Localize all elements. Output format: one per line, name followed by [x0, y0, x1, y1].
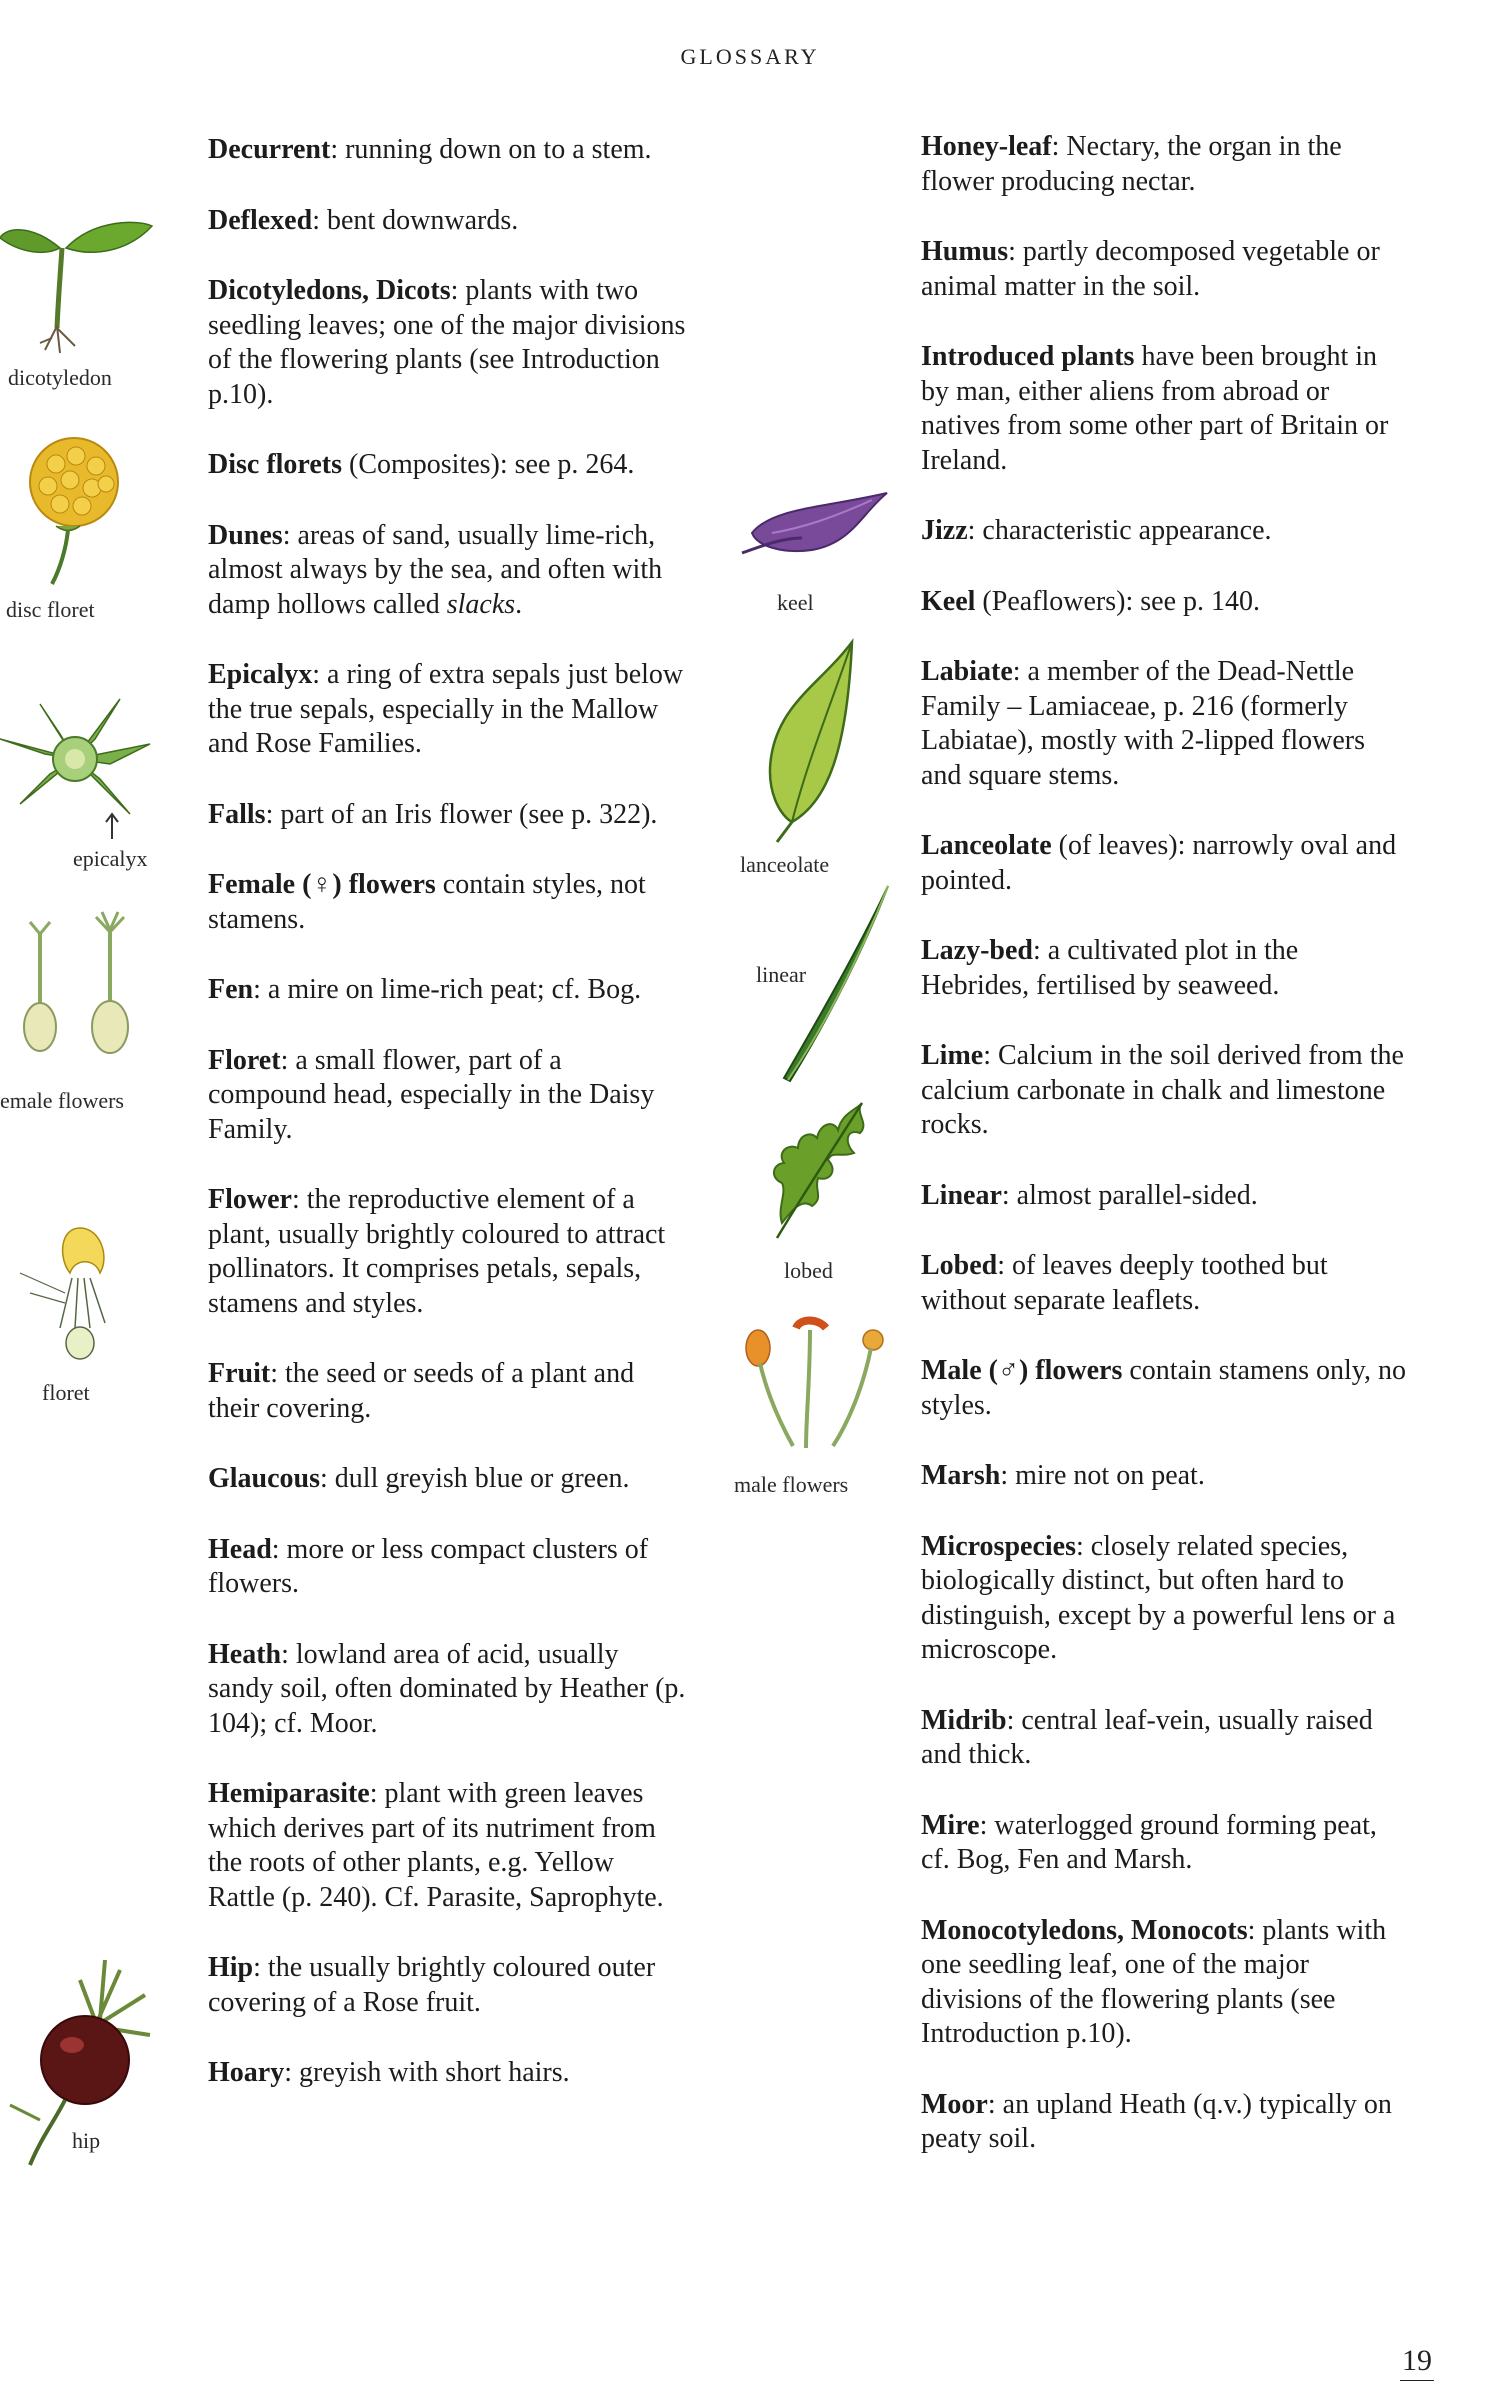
entry-definition: : waterlogged ground forming peat, cf. Bog, Fen and Marsh. — [921, 1809, 1377, 1875]
entry-definition: : a cultivated plot in the Hebrides, fertilised by seaweed. — [921, 935, 1299, 1001]
entry-definition: : greyish with short hairs. — [284, 2057, 570, 2088]
caption-floret: floret — [42, 1380, 90, 1405]
entry-term: Lazy-bed — [921, 935, 1033, 966]
entry-term: Lanceolate — [921, 830, 1052, 861]
entry-definition: : Nectary, the organ in the flower producing nectar. — [921, 131, 1342, 197]
entry-term: Female (♀) flowers — [208, 869, 436, 900]
glossary-entry — [208, 798, 686, 833]
right-column — [921, 130, 1411, 2193]
caption-dicotyledon: dicotyledon — [8, 365, 112, 390]
entry-term: Decurrent — [208, 134, 331, 165]
entry-definition: : central leaf-vein, usually raised and thick. — [921, 1704, 1373, 1770]
glossary-entry — [208, 973, 686, 1008]
caption-epicalyx: epicalyx — [73, 846, 148, 871]
entry-definition: : closely related species, biologically distinct, but often hard to distinguish, except by a powerful lens or a microscope. — [921, 1530, 1396, 1665]
entry-term: Dicotyledons, Dicots — [208, 275, 451, 306]
glossary-entry — [921, 235, 1411, 304]
epicalyx-illustration — [0, 694, 160, 844]
glossary-entry — [921, 1809, 1411, 1878]
entry-term: Monocotyledons, Monocots — [921, 1914, 1248, 1946]
entry-term: Epicalyx — [208, 659, 313, 690]
glossary-entry — [921, 1914, 1411, 2052]
glossary-entry — [208, 1951, 686, 2020]
entry-term: Heath — [208, 1638, 282, 1670]
entry-term: Mire — [921, 1809, 980, 1841]
lanceolate-illustration — [752, 642, 862, 842]
entry-term: Jizz — [921, 515, 968, 546]
entry-term: Linear — [921, 1179, 1002, 1211]
dicotyledon-illustration — [0, 208, 160, 358]
caption-hip: hip — [72, 2128, 101, 2153]
entry-definition: : a ring of extra sepals just below the true sepals, especially in the Mallow and Rose Families. — [208, 659, 684, 759]
entry-term: Moor — [921, 2088, 988, 2120]
glossary-entry — [208, 204, 686, 239]
caption-linear: linear — [756, 962, 807, 987]
entry-definition: : the seed or seeds of a plant and their covering. — [208, 1358, 635, 1424]
keel-illustration — [742, 488, 892, 568]
caption-lanceolate: lanceolate — [740, 852, 830, 877]
entry-term: Keel — [921, 585, 976, 617]
glossary-entry — [208, 274, 686, 412]
entry-tail: . — [515, 588, 523, 620]
glossary-entry — [921, 2088, 1411, 2157]
glossary-entry — [208, 1183, 686, 1321]
entry-definition: : the usually brightly coloured outer covering of a Rose fruit. — [208, 1952, 656, 2018]
entry-term: Microspecies — [921, 1530, 1076, 1562]
caption-lobed: lobed — [784, 1258, 833, 1283]
glossary-entry — [921, 829, 1411, 898]
entry-definition: (Peaflowers): see p. 140. — [975, 585, 1261, 617]
glossary-entry — [208, 868, 686, 937]
glossary-entry — [921, 585, 1411, 620]
entry-term: Lobed — [921, 1250, 998, 1281]
glossary-entry — [921, 1459, 1411, 1494]
glossary-entry — [208, 1462, 686, 1497]
glossary-entry — [921, 1179, 1411, 1214]
entry-definition: : plants with two seedling leaves; one of the major divisions of the flowering plants (see Introduction p.10). — [208, 275, 686, 410]
glossary-entry — [921, 1249, 1411, 1318]
glossary-entry — [208, 1777, 686, 1915]
entry-definition: : an upland Heath (q.v.) typically on peaty soil. — [921, 2088, 1392, 2154]
glossary-entry — [921, 1039, 1411, 1143]
floret-illustration — [20, 1218, 130, 1368]
entry-definition: : lowland area of acid, usually sandy soil, often dominated by Heather (p. 104); cf. Moor. — [208, 1638, 686, 1739]
entry-term: Male (♂) flowers — [921, 1355, 1123, 1386]
glossary-entry — [208, 1044, 686, 1148]
glossary-entry — [208, 1533, 686, 1602]
entry-definition: : areas of sand, usually lime-rich, almost always by the sea, and often with damp hollows called — [208, 519, 663, 620]
glossary-entry — [208, 133, 686, 168]
disc-floret-illustration — [16, 434, 146, 594]
entry-definition: (Composites): see p. 264. — [342, 449, 635, 480]
entry-term: Flower — [208, 1184, 292, 1215]
entry-term: Falls — [208, 798, 266, 830]
entry-definition: : part of an Iris flower (see p. 322). — [265, 798, 658, 830]
glossary-entry — [208, 448, 686, 483]
glossary-entry — [208, 658, 686, 762]
glossary-entry — [921, 340, 1411, 478]
glossary-entry — [208, 519, 686, 623]
entry-definition: : dull greyish blue or green. — [320, 1463, 630, 1494]
entry-term: Hemiparasite — [208, 1778, 370, 1809]
entry-definition: : a small flower, part of a compound head, especially in the Daisy Family. — [208, 1044, 655, 1145]
entry-definition: : characteristic appearance. — [967, 515, 1272, 546]
entry-term: Fruit — [208, 1358, 271, 1389]
entry-definition: : more or less compact clusters of flowers. — [208, 1533, 649, 1599]
entry-definition: : running down on to a stem. — [330, 134, 652, 165]
entry-definition: : bent downwards. — [312, 204, 519, 236]
entry-term: Marsh — [921, 1460, 1001, 1491]
lobed-illustration — [762, 1098, 882, 1248]
left-column — [208, 133, 686, 2127]
entry-term: Head — [208, 1533, 272, 1565]
entry-term: Disc florets — [208, 449, 342, 480]
entry-term: Fen — [208, 974, 254, 1005]
glossary-entry — [921, 1530, 1411, 1668]
entry-definition: : the reproductive element of a plant, usually brightly coloured to attract pollinators. It comprises petals, sepals, stamens and styles. — [208, 1184, 666, 1319]
caption-disc-floret: disc floret — [6, 597, 95, 622]
entry-definition: : a mire on lime-rich peat; cf. Bog. — [253, 974, 642, 1005]
glossary-entry — [921, 514, 1411, 549]
entry-term: Dunes — [208, 519, 283, 551]
entry-term: Introduced plants — [921, 341, 1135, 372]
glossary-entry — [921, 1354, 1411, 1423]
caption-female-flowers: emale flowers — [0, 1088, 124, 1113]
caption-male-flowers: male flowers — [734, 1472, 849, 1497]
entry-term: Midrib — [921, 1704, 1007, 1736]
male-flowers-illustration — [738, 1318, 888, 1458]
glossary-entry — [921, 934, 1411, 1003]
glossary-entry — [208, 1357, 686, 1426]
entry-definition: : a member of the Dead-Nettle Family – Lamiaceae, p. 216 (formerly Labiatae), mostly with 2-lipped flowers and square stems. — [921, 656, 1365, 791]
glossary-entry — [208, 1638, 686, 1742]
entry-definition: (of leaves): narrowly oval and pointed. — [921, 830, 1397, 896]
glossary-entry — [921, 130, 1411, 199]
entry-definition: : of leaves deeply toothed but without separate leaflets. — [921, 1250, 1328, 1316]
entry-term: Deflexed — [208, 204, 313, 236]
entry-term: Honey-leaf — [921, 131, 1052, 162]
entry-term: Floret — [208, 1044, 281, 1076]
entry-italic: slacks — [446, 588, 516, 620]
entry-term: Glaucous — [208, 1463, 321, 1494]
glossary-entry — [921, 655, 1411, 793]
entry-term: Labiate — [921, 656, 1013, 687]
entry-term: Humus — [921, 236, 1009, 267]
caption-keel: keel — [777, 590, 814, 615]
entry-definition: contain styles, not stamens. — [208, 869, 646, 935]
entry-definition: have been brought in by man, either aliens from abroad or natives from some other part of Britain or Ireland. — [921, 341, 1389, 476]
entry-definition: : mire not on peat. — [1000, 1460, 1205, 1491]
entry-definition: contain stamens only, no styles. — [921, 1355, 1406, 1421]
entry-definition: : plant with green leaves which derives part of its nutriment from the roots of other plants, e.g. Yellow Rattle (p. 240). Cf. Parasite, Saprophyte. — [208, 1778, 664, 1913]
entry-term: Hip — [208, 1952, 254, 1983]
glossary-entry — [208, 2056, 686, 2091]
female-flowers-illustration — [10, 912, 150, 1062]
entry-definition: : Calcium in the soil derived from the calcium carbonate in chalk and limestone rocks. — [921, 1040, 1404, 1140]
page-header: GLOSSARY — [680, 44, 820, 69]
entry-term: Lime — [921, 1040, 984, 1071]
page-number: 19 — [1400, 2344, 1434, 2381]
entry-definition: : plants with one seedling leaf, one of the major divisions of the flowering plants (see Introduction p.10). — [921, 1914, 1387, 2049]
entry-definition: : partly decomposed vegetable or animal matter in the soil. — [921, 236, 1380, 302]
glossary-entry — [921, 1704, 1411, 1773]
entry-term: Hoary — [208, 2057, 285, 2088]
entry-definition: : almost parallel-sided. — [1001, 1179, 1258, 1211]
